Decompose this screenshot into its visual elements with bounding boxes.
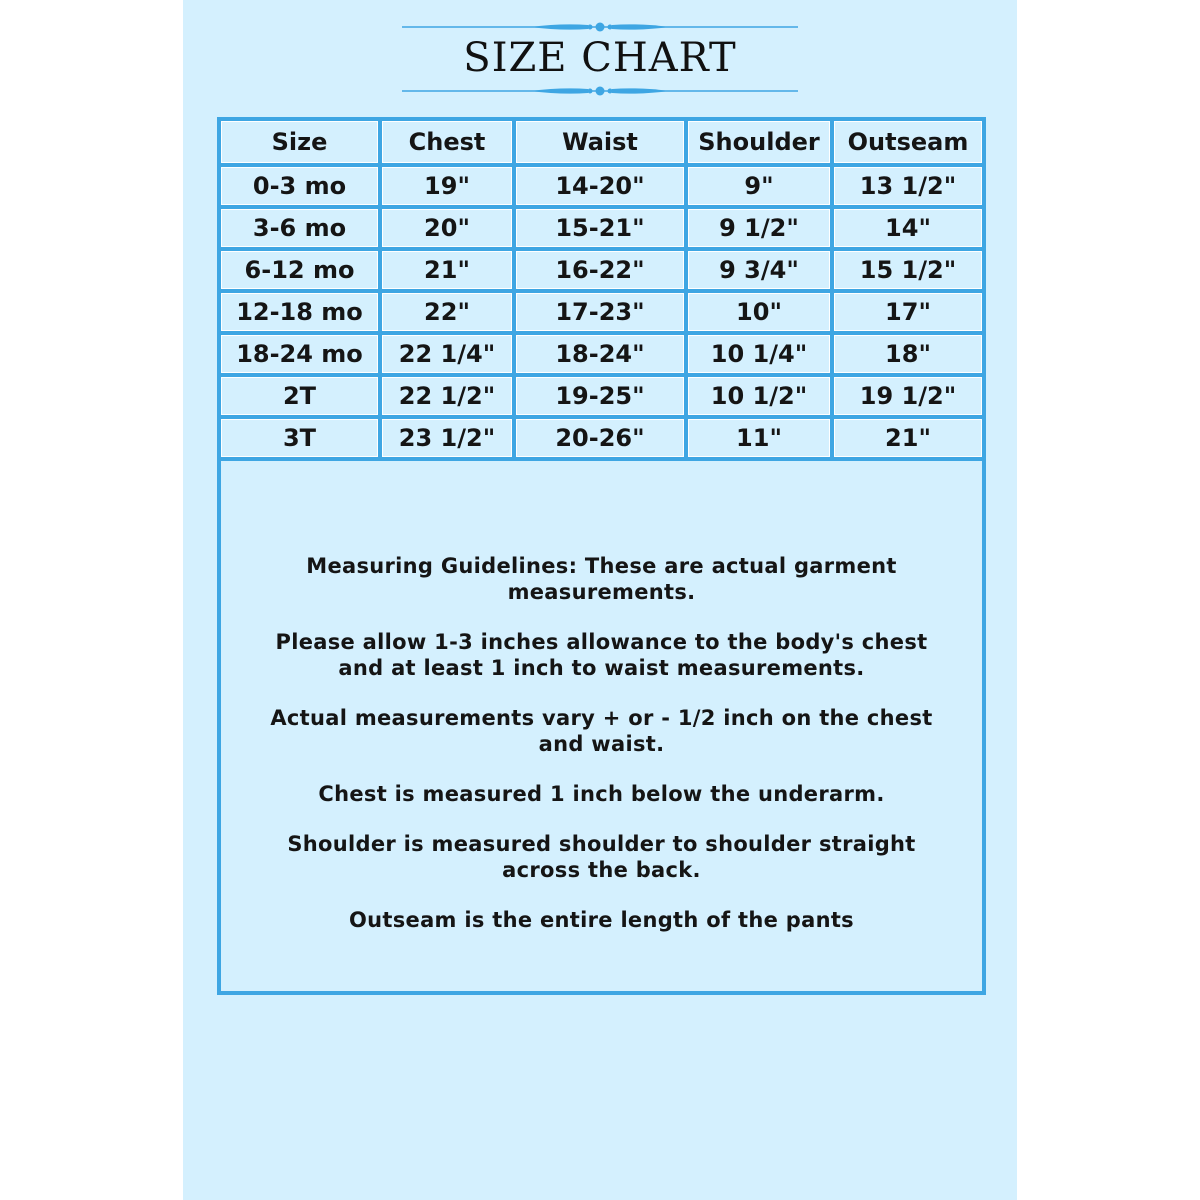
cell-waist: 16-22" (514, 249, 686, 291)
bottom-ornament-icon (402, 84, 798, 100)
cell-shoulder: 11" (686, 417, 832, 459)
cell-waist: 17-23" (514, 291, 686, 333)
table-row (221, 207, 982, 249)
cell-shoulder: 9" (686, 165, 832, 207)
cell-chest: 22 1/4" (380, 333, 514, 375)
cell-shoulder: 10" (686, 291, 832, 333)
cell-size: 0-3 mo (221, 165, 380, 207)
cell-outseam: 18" (832, 333, 982, 375)
cell-shoulder: 9 3/4" (686, 249, 832, 291)
cell-waist: 20-26" (514, 417, 686, 459)
table-row (221, 333, 982, 375)
cell-outseam: 13 1/2" (832, 165, 982, 207)
guideline-variance: Actual measurements vary + or - 1/2 inch on the chest and waist. (270, 706, 933, 756)
header-row (221, 121, 982, 165)
guideline-outseam: Outseam is the entire length of the pants (349, 908, 854, 932)
cell-size: 12-18 mo (221, 291, 380, 333)
cell-outseam: 17" (832, 291, 982, 333)
size-chart-frame (217, 117, 986, 995)
cell-shoulder: 10 1/2" (686, 375, 832, 417)
cell-chest: 20" (380, 207, 514, 249)
cell-outseam: 14" (832, 207, 982, 249)
page-title: SIZE CHART (463, 35, 737, 81)
cell-waist: 15-21" (514, 207, 686, 249)
cell-outseam: 19 1/2" (832, 375, 982, 417)
top-ornament-icon (402, 20, 798, 36)
cell-waist: 18-24" (514, 333, 686, 375)
header-waist: Waist (514, 121, 686, 165)
measuring-guidelines (221, 553, 982, 957)
title-block (402, 18, 798, 100)
cell-outseam: 21" (832, 417, 982, 459)
cell-chest: 21" (380, 249, 514, 291)
guideline-intro: Measuring Guidelines: These are actual garment measurements. (306, 554, 897, 604)
cell-waist: 14-20" (514, 165, 686, 207)
header-outseam: Outseam (832, 121, 982, 165)
header-size: Size (221, 121, 380, 165)
cell-shoulder: 10 1/4" (686, 333, 832, 375)
cell-chest: 22" (380, 291, 514, 333)
cell-chest: 19" (380, 165, 514, 207)
table-row (221, 249, 982, 291)
cell-outseam: 15 1/2" (832, 249, 982, 291)
cell-size: 18-24 mo (221, 333, 380, 375)
header-shoulder: Shoulder (686, 121, 832, 165)
header-chest: Chest (380, 121, 514, 165)
cell-shoulder: 9 1/2" (686, 207, 832, 249)
table-row (221, 165, 982, 207)
guideline-allowance: Please allow 1-3 inches allowance to the body's chest and at least 1 inch to waist measurements. (275, 630, 928, 680)
guideline-shoulder: Shoulder is measured shoulder to shoulder straight across the back. (287, 832, 916, 882)
guideline-chest: Chest is measured 1 inch below the underarm. (318, 782, 885, 806)
cell-size: 3-6 mo (221, 207, 380, 249)
cell-size: 6-12 mo (221, 249, 380, 291)
table-row (221, 291, 982, 333)
cell-chest: 23 1/2" (380, 417, 514, 459)
cell-size: 3T (221, 417, 380, 459)
size-table (221, 121, 982, 461)
cell-chest: 22 1/2" (380, 375, 514, 417)
cell-waist: 19-25" (514, 375, 686, 417)
table-row (221, 375, 982, 417)
cell-size: 2T (221, 375, 380, 417)
table-row (221, 417, 982, 459)
